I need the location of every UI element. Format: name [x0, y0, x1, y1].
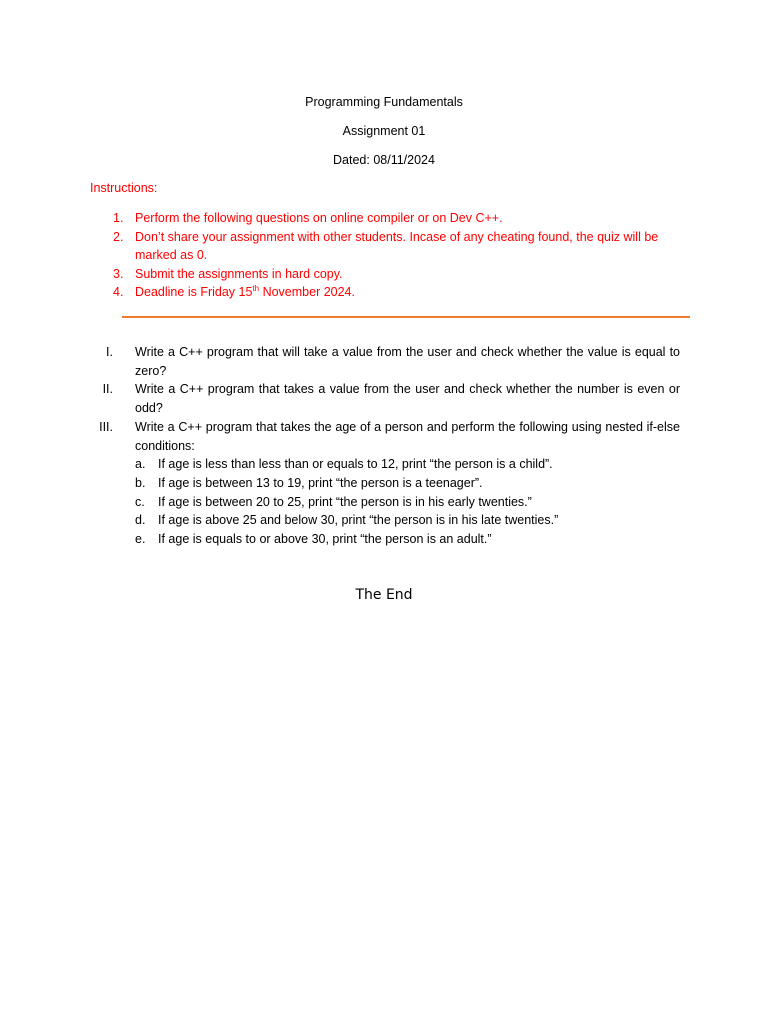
course-title: Programming Fundamentals	[305, 95, 463, 109]
sub-question-item	[135, 511, 680, 530]
question-text: Write a C++ program that will take a value from the user and check whether the value is equal to zero?	[135, 345, 680, 378]
instruction-number: 2.	[113, 229, 124, 244]
question-number: I.	[106, 345, 113, 359]
instruction-item	[90, 209, 690, 228]
instruction-item	[90, 228, 690, 265]
sub-question-letter: a.	[135, 457, 146, 472]
sub-question-letter: d.	[135, 513, 146, 528]
assignment-title: Assignment 01	[342, 124, 426, 138]
instruction-item	[90, 265, 690, 284]
sub-question-letter: c.	[135, 494, 145, 509]
instruction-text-after: November 2024.	[259, 285, 355, 299]
instruction-item	[90, 283, 690, 302]
instruction-text: Submit the assignments in hard copy.	[135, 266, 343, 281]
question-item	[80, 418, 680, 549]
sub-question-text: If age is less than less than or equals to 12, print “the person is a child”.	[158, 457, 553, 472]
instructions-heading: Instructions:	[90, 181, 158, 195]
instruction-text: Perform the following questions on online compiler or on Dev C++.	[135, 211, 503, 225]
instruction-text-before: Deadline is Friday 15	[135, 285, 253, 299]
instructions-list	[90, 209, 690, 302]
date-line: Dated: 08/11/2024	[333, 153, 435, 167]
question-item	[80, 380, 680, 417]
sub-question-text: If age is equals to or above 30, print “the person is an adult.”	[158, 532, 492, 547]
sub-question-letter: b.	[135, 475, 146, 490]
sub-question-item	[135, 455, 680, 474]
instruction-number: 1.	[113, 211, 124, 225]
instruction-number: 3.	[113, 266, 124, 281]
question-number: III.	[99, 419, 113, 434]
sub-question-letter: e.	[135, 532, 146, 547]
the-end-text: The End	[355, 587, 413, 603]
question-text: Write a C++ program that takes the age of a person and perform the following using nested if-else conditions:	[135, 419, 680, 453]
sub-question-text: If age is between 20 to 25, print “the person is in his early twenties.”	[158, 494, 532, 509]
question-text: Write a C++ program that takes a value from the user and check whether the number is even or odd?	[135, 382, 680, 416]
sub-question-item	[135, 530, 680, 549]
instruction-number: 4.	[113, 285, 124, 299]
sub-question-item	[135, 493, 680, 512]
sub-question-text: If age is above 25 and below 30, print “the person is in his late twenties.”	[158, 513, 559, 528]
question-number: II.	[102, 382, 113, 397]
question-item	[80, 343, 680, 380]
sub-question-item	[135, 474, 680, 493]
questions-list	[80, 343, 680, 549]
orange-divider	[122, 316, 690, 318]
instruction-text: Don’t share your assignment with other students. Incase of any cheating found, the quiz will be marked as 0.	[135, 229, 659, 262]
ordinal-superscript: th	[252, 283, 260, 293]
sub-question-text: If age is between 13 to 19, print “the person is a teenager”.	[158, 475, 483, 490]
sub-question-list	[135, 455, 680, 549]
